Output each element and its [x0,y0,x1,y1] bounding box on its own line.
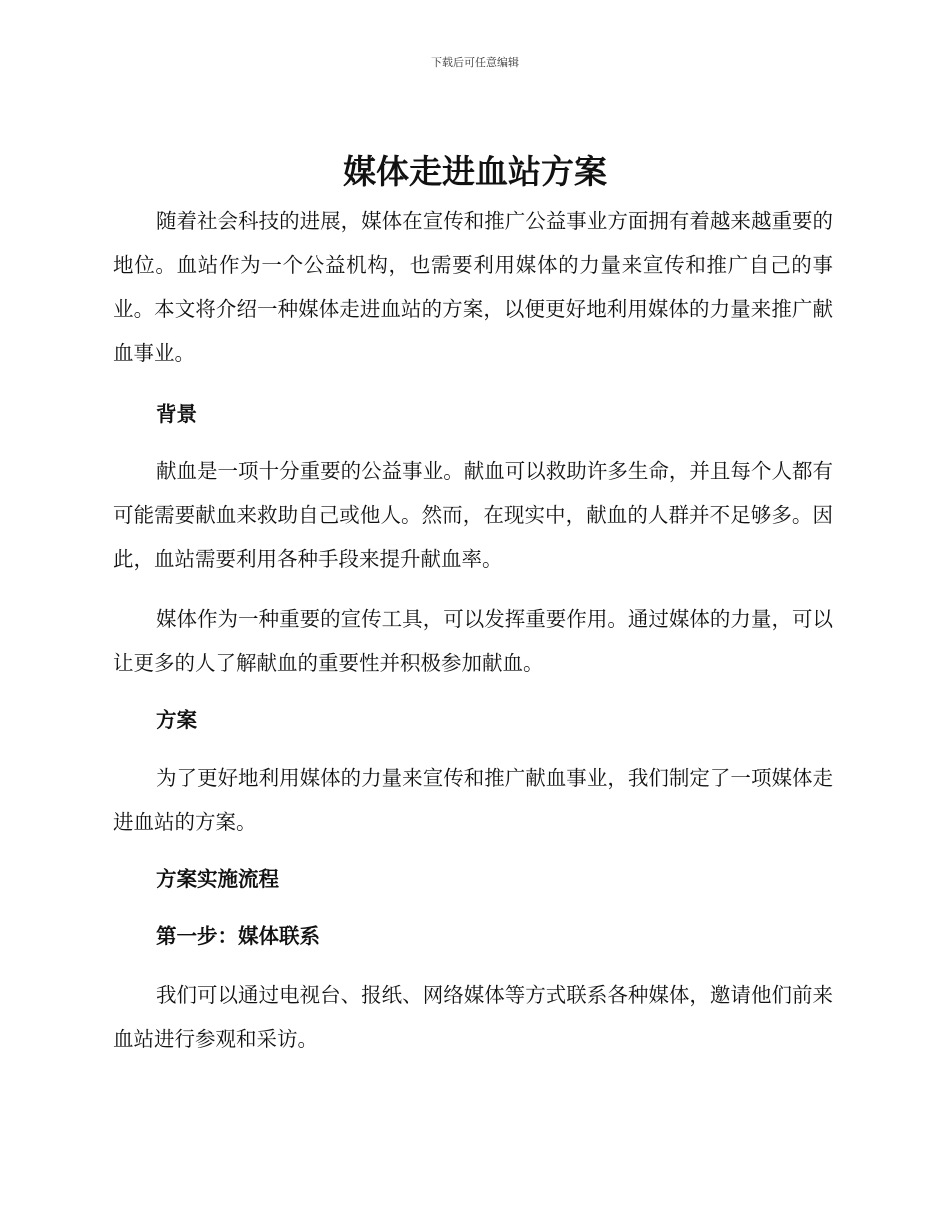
document-title: 媒体走进血站方案 [343,152,607,191]
step1-paragraph: 我们可以通过电视台、报纸、网络媒体等方式联系各种媒体，邀请他们前来血站进行参观和采访。 [113,983,833,1051]
header-note: 下载后可任意编辑 [431,56,519,69]
background-paragraph-2: 媒体作为一种重要的宣传工具，可以发挥重要作用。通过媒体的力量，可以让更多的人了解献血的重要性并积极参加献血。 [113,607,833,675]
plan-heading: 方案 [156,708,197,732]
intro-paragraph: 随着社会科技的进展，媒体在宣传和推广公益事业方面拥有着越来越重要的地位。血站作为一个公益机构，也需要利用媒体的力量来宣传和推广自己的事业。本文将介绍一种媒体走进血站的方案，以便更好地利用媒体的力量来推广献血事业。 [113,209,833,365]
step1-heading: 第一步：媒体联系 [156,924,320,948]
background-paragraph-1: 献血是一项十分重要的公益事业。献血可以救助许多生命，并且每个人都有可能需要献血来救助自己或他人。然而，在现实中，献血的人群并不足够多。因此，血站需要利用各种手段来提升献血率。 [113,459,833,571]
background-heading: 背景 [156,402,197,426]
plan-paragraph: 为了更好地利用媒体的力量来宣传和推广献血事业，我们制定了一项媒体走进血站的方案。 [113,766,833,834]
process-heading: 方案实施流程 [156,867,279,891]
